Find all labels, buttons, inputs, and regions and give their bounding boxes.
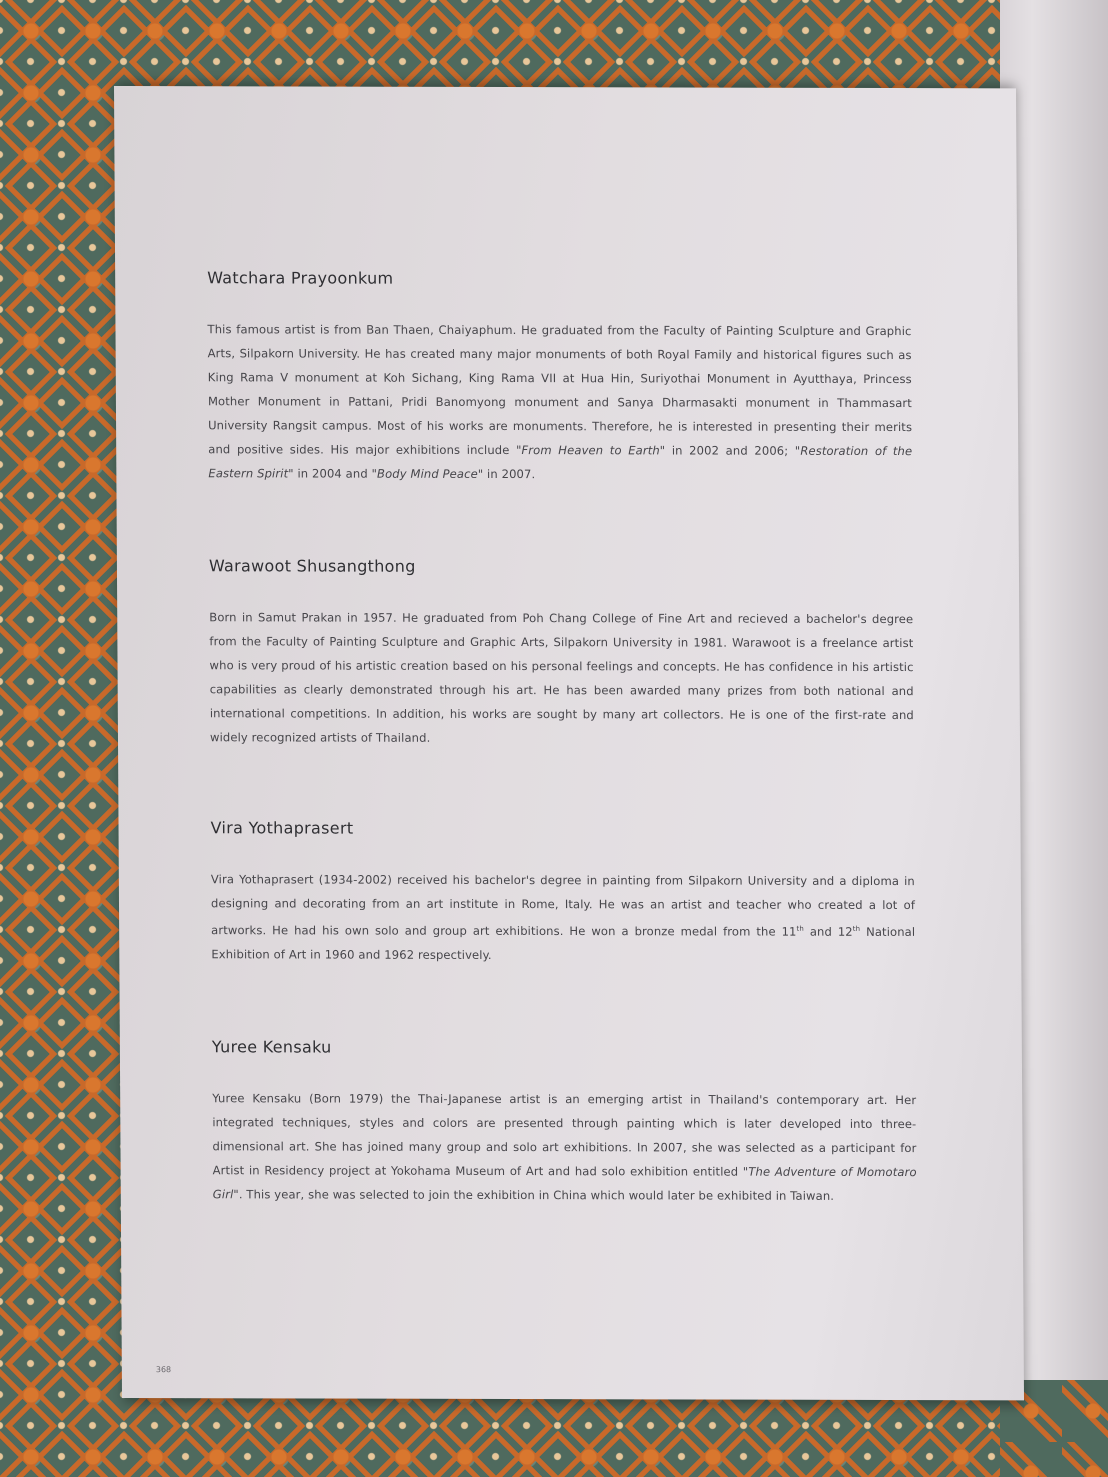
artist-section-vira <box>210 818 915 968</box>
artist-name: Yuree Kensaku <box>211 1037 332 1057</box>
artist-name: Warawoot Shusangthong <box>208 556 416 576</box>
artist-name: Watchara Prayoonkum <box>207 268 394 288</box>
artist-bio: Vira Yothaprasert (1934-2002) received his bachelor's degree in painting from Silpakorn University and a diploma in designing and decorating from an art institute in Rome, Italy. He was an artist and teacher who created a lot of artworks. He had his own solo and group art exhibitions. He won a bronze medal from the 11th and 12th National Exhibition of Art in 1960 and 1962 respectively. <box>210 872 916 962</box>
book-page <box>114 86 1024 1400</box>
artist-bio: Born in Samut Prakan in 1957. He graduated from Poh Chang College of Fine Art and recieved a bachelor's degree from the Faculty of Painting Sculpture and Graphic Arts, Silpakorn University in 1981. Warawoot is a freelance artist who is very proud of his artistic creation based on his personal feelings and concepts. He has confidence in his artistic capabilities as clearly demonstrated through his art. He has been awarded many prizes from both national and international competitions. In addition, his works are sought by many art collectors. He is one of the first-rate and widely recognized artists of Thailand. <box>209 610 914 745</box>
artist-section-warawoot <box>209 556 914 751</box>
artist-name: Vira Yothaprasert <box>210 818 354 838</box>
page-number: 368 <box>155 1365 172 1375</box>
artist-section-watchara <box>207 268 912 487</box>
artist-bio: Yuree Kensaku (Born 1979) the Thai-Japanese artist is an emerging artist in Thailand's contemporary art. Her integrated techniques, styles and colors are presented through painting which is later developed into three-dimensional art. She has joined many group and solo art exhibitions. In 2007, she was selected as a participant for Artist in Residency project at Yokohama Museum of Art and had solo exhibition entitled "The Adventure of Momotaro Girl". This year, she was selected to join the exhibition in China which would later be exhibited in Taiwan. <box>212 1091 917 1203</box>
artist-section-yuree <box>212 1037 917 1208</box>
artist-bio: This famous artist is from Ban Thaen, Chaiyaphum. He graduated from the Faculty of Painting Sculpture and Graphic Arts, Silpakorn University. He has created many major monuments of both Royal Family and historical figures such as King Rama V monument at Koh Sichang, King Rama VII at Hua Hin, Suriyothai Monument in Ayutthaya, Princess Mother Monument in Pattani, Pridi Banomyong monument and Sanya Dharmasakti monument in Thammasart University Rangsit campus. Most of his works are monuments. Therefore, he is interested in presenting their merits and positive sides. His major exhibitions include "From Heaven to Earth" in 2002 and 2006; "Restoration of the Eastern Spirit" in 2004 and "Body Mind Peace" in 2007. <box>207 322 913 482</box>
